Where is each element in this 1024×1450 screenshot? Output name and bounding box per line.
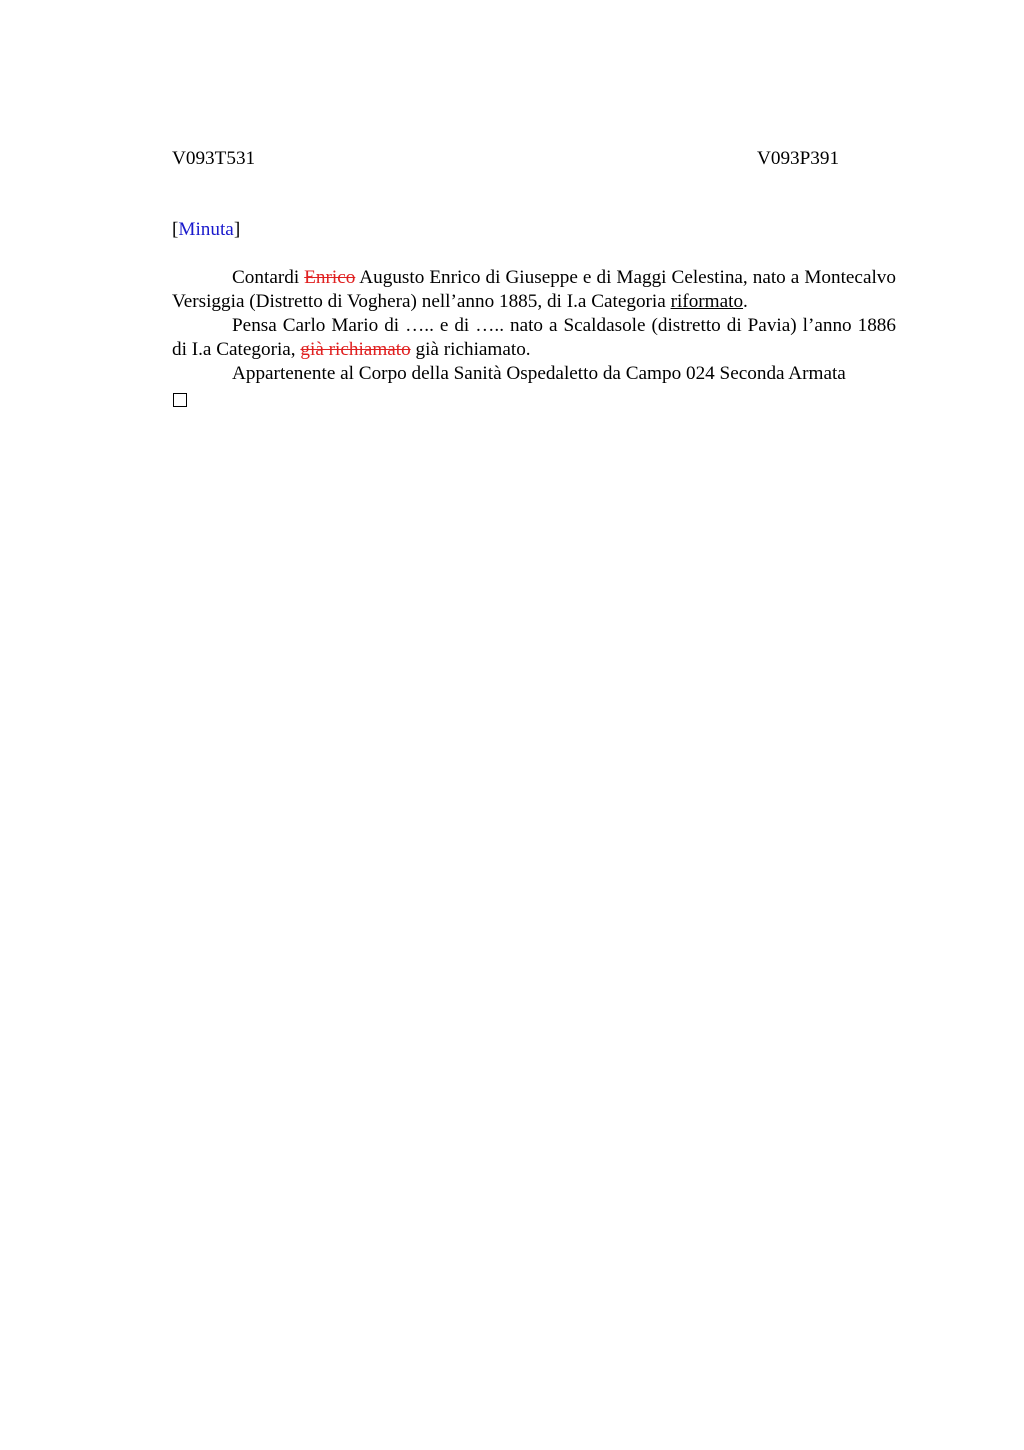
document-code-right: V093P391 bbox=[757, 148, 840, 169]
empty-checkbox-icon bbox=[173, 393, 187, 407]
text-segment: Appartenente al Corpo della Sanità Ospedaletto da Campo 024 Seconda Armata bbox=[232, 363, 846, 384]
paragraph-appartenente bbox=[172, 362, 896, 386]
text-segment: . bbox=[743, 291, 748, 312]
text-segment: Pensa Carlo Mario di ….. e di ….. nato a Scaldasole (distretto di Pavia) l’anno 1886 di I.a Categoria, bbox=[172, 315, 896, 360]
deleted-text: già richiamato bbox=[300, 339, 411, 360]
bracket-open: [ bbox=[172, 219, 179, 240]
text-segment: già richiamato. bbox=[410, 339, 531, 360]
paragraph-contardi bbox=[172, 266, 896, 314]
underlined-text: riformato bbox=[670, 291, 744, 312]
text-segment: Contardi bbox=[232, 267, 305, 288]
section-label bbox=[172, 218, 240, 242]
paragraph-pensa bbox=[172, 314, 896, 362]
document-body bbox=[172, 266, 896, 407]
deleted-text: Enrico bbox=[304, 267, 356, 288]
minuta-label: Minuta bbox=[178, 219, 234, 240]
bracket-close: ] bbox=[233, 219, 241, 240]
text-segment: Augusto Enrico di Giuseppe e di Maggi Celestina, nato a Montecalvo Versiggia (Distretto di Voghera) nell’anno 1885, di I.a Categoria bbox=[172, 267, 896, 312]
document-code-left: V093T531 bbox=[172, 148, 256, 169]
